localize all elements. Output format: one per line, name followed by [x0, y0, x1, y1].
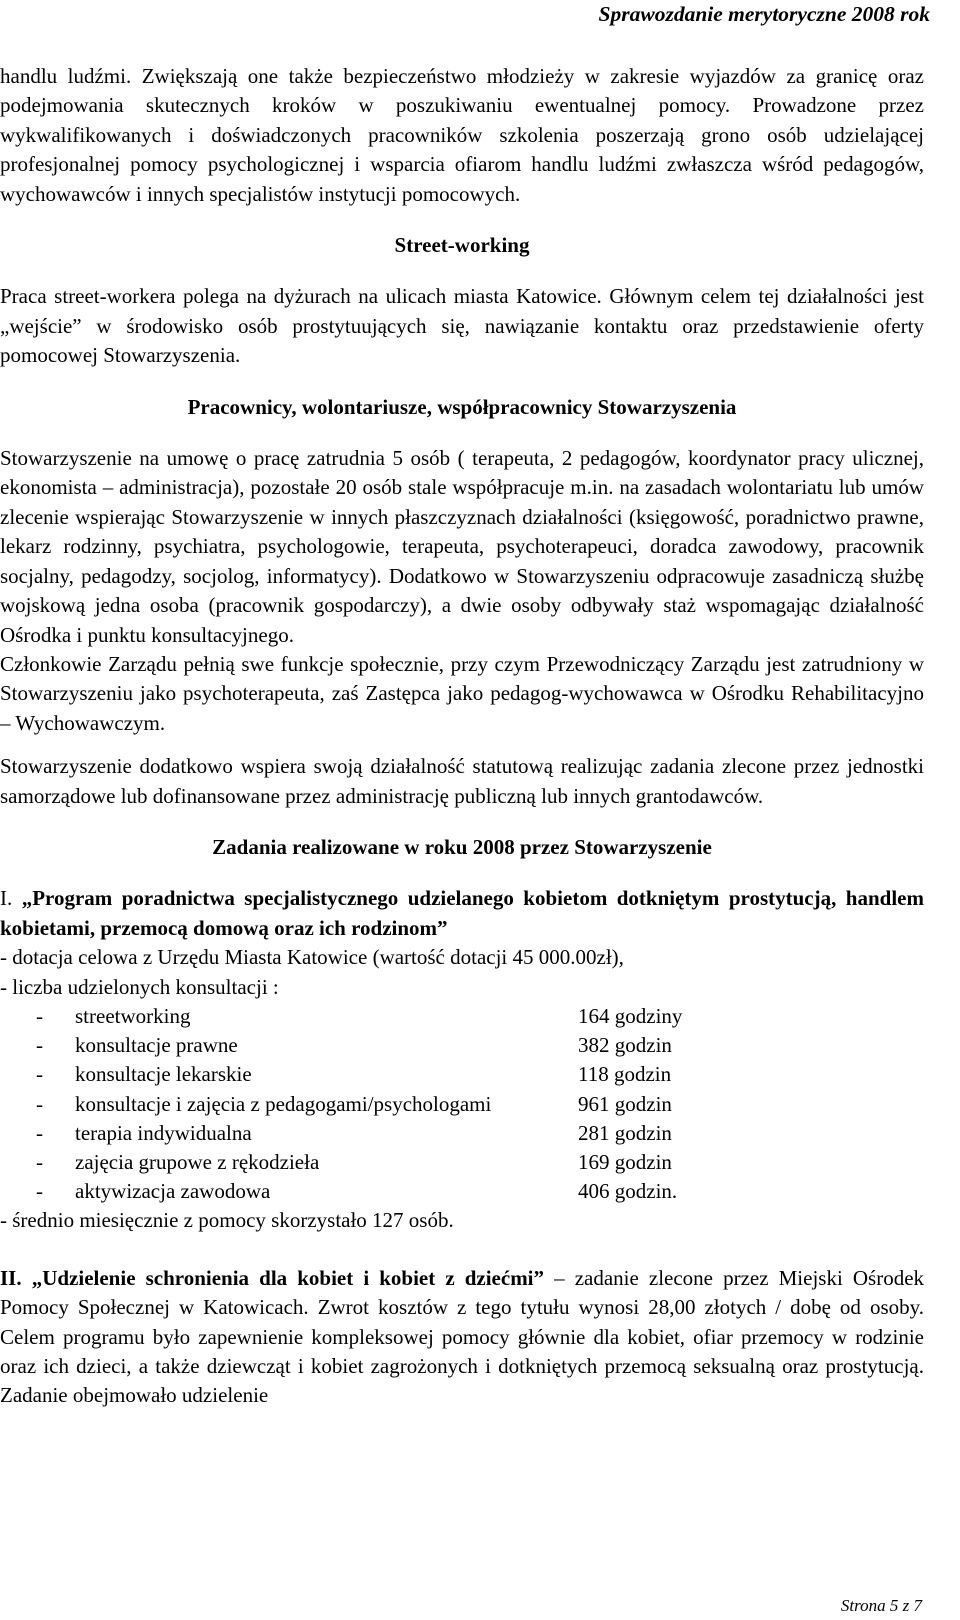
list-item-value: 281 godzin	[578, 1120, 672, 1145]
list-item	[0, 1119, 924, 1148]
heading-street-working: Street-working	[394, 233, 530, 258]
list-item-value: 169 godzin	[578, 1149, 672, 1174]
list-item	[0, 1177, 924, 1206]
document-body	[0, 62, 924, 1411]
list-dash: -	[36, 1120, 43, 1145]
program-1-monthly: - średnio miesięcznie z pomocy skorzystało 127 osób.	[0, 1208, 454, 1233]
list-item-label: zajęcia grupowe z rękodzieła	[75, 1149, 320, 1174]
list-dash: -	[36, 1003, 43, 1028]
list-item-value: 406 godzin.	[578, 1179, 678, 1204]
program-1-title-text: „Program poradnictwa specjalistycznego udzielanego kobietom dotkniętym prostytucją, handlem kobietami, przemocą domową oraz ich rodzinom”	[0, 886, 924, 940]
program-2-number: II.	[0, 1265, 22, 1290]
list-item	[0, 1090, 924, 1119]
program-1-consult-intro: - liczba udzielonych konsultacji :	[0, 974, 279, 999]
consultation-list	[0, 1002, 924, 1206]
list-item-label: konsultacje prawne	[75, 1033, 238, 1058]
list-item-label: konsultacje i zajęcia z pedagogami/psychologami	[75, 1091, 492, 1116]
intro-paragraph: handlu ludźmi. Zwiększają one także bezpieczeństwo młodzieży w zakresie wyjazdów za granicę oraz podejmowania skutecznych kroków w poszukiwaniu ewentualnej pomocy. Prowadzone przez wykwalifikowanych i doświadczonych pracowników szkolenia poszerzają grono osób udzielającej profesjonalnej pomocy psychologicznej i wsparcia ofiarom handlu ludźmi zwłaszcza wśród pedagogów, wychowawców i innych specjalistów instytucji pomocowych.	[0, 64, 924, 206]
staff-paragraph-1: Stowarzyszenie na umowę o pracę zatrudnia 5 osób ( terapeuta, 2 pedagogów, koordynator pracy ulicznej, ekonomista – administracja), pozostałe 20 osób stale współpracuje m.in. na zasadach wolontariatu lub umów zlecenie wspierając Stowarzyszenie w innych płaszczyznach działalności (księgowość, poradnictwo prawne, lekarz rodzinny, psychiatra, psychologowie, terapeuta, psychoterapeuci, doradca zawodowy, pracownik socjalny, pedagodzy, socjolog, informatycy). Dodatkowo w Stowarzyszeniu odpracowuje zasadniczą służbę wojskową jedna osoba (pracownik gospodarczy), a dwie osoby odbywały staż wspomagając działalność Ośrodka i punktu konsultacyjnego.	[0, 446, 924, 647]
list-item-value: 961 godzin	[578, 1091, 672, 1116]
list-dash: -	[36, 1033, 43, 1058]
running-header: Sprawozdanie merytoryczne 2008 rok	[598, 2, 930, 26]
list-item-label: streetworking	[75, 1003, 191, 1028]
list-item-value: 164 godziny	[578, 1003, 683, 1028]
program-1-number: I.	[0, 886, 13, 911]
list-item	[0, 1060, 924, 1089]
list-item-label: terapia indywidualna	[75, 1120, 252, 1145]
program-1-title	[0, 884, 924, 943]
list-item-value: 382 godzin	[578, 1033, 672, 1058]
list-dash: -	[36, 1062, 43, 1087]
list-item-label: aktywizacja zawodowa	[75, 1179, 271, 1204]
program-2-text: – zadanie zlecone przez Miejski Ośrodek Pomocy Społecznej w Katowicach. Zwrot kosztów z tego tytułu wynosi 28,00 złotych / dobę od osoby. Celem programu było zapewnienie kompleksowej pomocy głównie dla kobiet, ofiar przemocy w rodzinie oraz ich dzieci, a także dziewcząt i kobiet zagrożonych i dotkniętych przemocą seksualną oraz prostytucją. Zadanie obejmowało udzielenie	[0, 1265, 925, 1408]
staff-paragraph-2: Członkowie Zarządu pełnią swe funkcje społecznie, przy czym Przewodniczący Zarządu jest zatrudniony w Stowarzyszeniu jako psychoterapeuta, zaś Zastępca jako pedagog-wychowawca w Ośrodku Rehabilitacyjno – Wychowawczym.	[0, 651, 924, 735]
list-dash: -	[36, 1149, 43, 1174]
list-item-value: 118 godzin	[578, 1062, 672, 1087]
list-item	[0, 1002, 924, 1031]
list-dash: -	[36, 1091, 43, 1116]
program-1-funding: - dotacja celowa z Urzędu Miasta Katowice (wartość dotacji 45 000.00zł),	[0, 945, 624, 970]
heading-tasks: Zadania realizowane w roku 2008 przez Stowarzyszenie	[212, 834, 712, 859]
list-dash: -	[36, 1179, 43, 1204]
street-working-paragraph: Praca street-workera polega na dyżurach na ulicach miasta Katowice. Głównym celem tej działalności jest „wejście” w środowisko osób prostytuujących się, nawiązanie kontaktu oraz przedstawienie oferty pomocowej Stowarzyszenia.	[0, 284, 924, 368]
program-2-paragraph	[0, 1264, 924, 1411]
list-item	[0, 1031, 924, 1060]
list-item	[0, 1148, 924, 1177]
staff-paragraph-3: Stowarzyszenie dodatkowo wspiera swoją działalność statutową realizując zadania zlecone przez jednostki samorządowe lub dofinansowane przez administrację publiczną lub innych grantodawców.	[0, 754, 924, 808]
heading-staff: Pracownicy, wolontariusze, współpracownicy Stowarzyszenia	[187, 394, 737, 419]
list-item-label: konsultacje lekarskie	[75, 1062, 252, 1087]
page-number: Strona 5 z 7	[840, 1596, 922, 1615]
program-2-title: „Udzielenie schronienia dla kobiet i kobiet z dziećmi”	[31, 1265, 545, 1290]
